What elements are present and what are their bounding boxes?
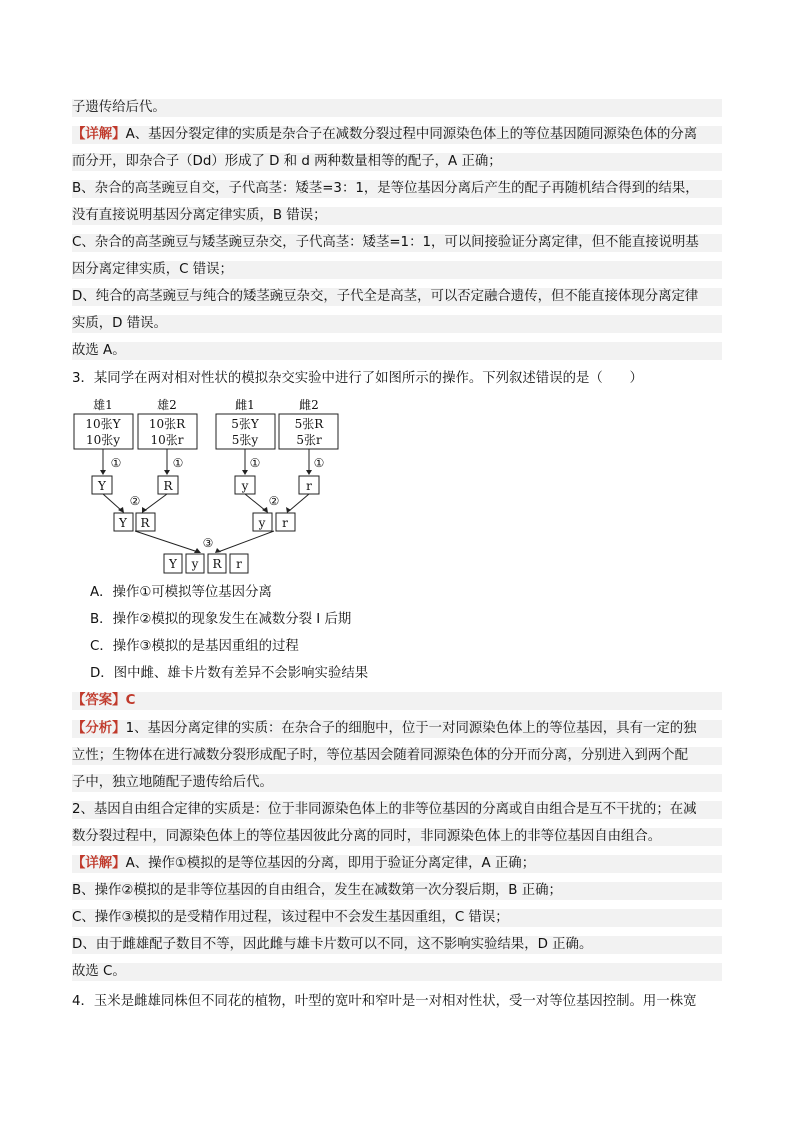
analysis-line-5: 数分裂过程中，同源染色体上的等位基因彼此分离的同时，非同源染色体上的非等位基因自由组合。: [72, 828, 722, 846]
step3-label: ③: [202, 536, 214, 550]
box-male2-label: 雄2: [157, 398, 177, 412]
box-female2-line1: 5张R: [294, 417, 324, 431]
option-c: C．操作③模拟的是基因重组的过程: [90, 639, 299, 654]
box-male1-label: 雄1: [93, 398, 113, 412]
q3-detail-line-3: C、操作③模拟的是受精作用过程，该过程中不会发生基因重组，C 错误；: [72, 909, 722, 927]
step1-label-2: ①: [172, 456, 184, 470]
box-female2-line2: 5张r: [296, 433, 322, 447]
answer-tag: 【答案】: [72, 693, 126, 708]
analysis-line-2: 立性；生物体在进行减数分裂形成配子时，等位基因会随着同源染色体的分开而分离，分别进入到两个配: [72, 747, 722, 765]
prev-d-line-1: D、纯合的高茎豌豆与纯合的矮茎豌豆杂交，子代全是高茎，可以否定融合遗传，但不能直接体现分离定律: [72, 288, 722, 306]
option-d: D．图中雌、雄卡片数有差异不会影响实验结果: [90, 666, 369, 681]
box-male1-line1: 10张Y: [85, 417, 121, 431]
answer-value: C: [125, 693, 136, 708]
answer-line: [72, 692, 722, 710]
prev-line-1: 子遗传给后代。: [72, 99, 722, 117]
q3-choose: 故选 C。: [72, 963, 722, 981]
draw-3: y: [241, 479, 249, 493]
prev-b-line-2: 没有直接说明基因分离定律实质，B 错误；: [72, 207, 722, 225]
option-b: B．操作②模拟的现象发生在减数分裂 I 后期: [90, 612, 352, 627]
draw-4: r: [306, 479, 312, 493]
prev-c-line-1: C、杂合的高茎豌豆与矮茎豌豆杂交，子代高茎：矮茎=1：1，可以间接验证分离定律，但不能直接说明基: [72, 234, 722, 252]
pair-left-b: R: [140, 516, 150, 530]
pair-right-b: r: [282, 516, 288, 530]
detail-text: A、基因分裂定律的实质是杂合子在减数分裂过程中同源染色体上的等位基因随同源染色体的分离: [125, 127, 698, 142]
analysis-line-1: [72, 720, 722, 738]
box-female1-label: 雌1: [235, 398, 255, 412]
prev-c-line-2: 因分离定律实质，C 错误；: [72, 261, 722, 279]
final-3: R: [212, 557, 222, 571]
q3-stem: 3．某同学在两对相对性状的模拟杂交实验中进行了如图所示的操作。下列叙述错误的是（ ）: [72, 371, 643, 386]
q3-detail-line-2: B、操作②模拟的是非等位基因的自由组合，发生在减数第一次分裂后期，B 正确；: [72, 882, 722, 900]
step1-label-1: ①: [110, 456, 122, 470]
step1-label-4: ①: [313, 456, 325, 470]
box-female1-line1: 5张Y: [231, 417, 259, 431]
final-1: Y: [169, 557, 177, 571]
analysis-line-3: 子中，独立地随配子遗传给后代。: [72, 774, 722, 792]
box-female1-line2: 5张y: [231, 433, 259, 447]
q4-stem: 4．玉米是雌雄同株但不同花的植物，叶型的宽叶和窄叶是一对相对性状，受一对等位基因控制。用一株宽: [72, 994, 697, 1009]
box-male1-line2: 10张y: [85, 433, 121, 447]
pair-left-a: Y: [119, 516, 127, 530]
option-a: A．操作①可模拟等位基因分离: [90, 585, 272, 600]
box-male2-line2: 10张r: [150, 433, 184, 447]
prev-b-line-1: B、杂合的高茎豌豆自交，子代高茎：矮茎=3：1，是等位基因分离后产生的配子再随机结合得到的结果，: [72, 180, 722, 198]
detail-tag: 【详解】: [72, 127, 126, 142]
final-2: y: [191, 557, 199, 571]
pair-right-a: y: [258, 516, 266, 530]
step2-label-right: ②: [268, 494, 280, 508]
analysis-tag: 【分析】: [72, 721, 126, 736]
q3-detail-line-1: [72, 855, 722, 873]
prev-choose: 故选 A。: [72, 342, 722, 360]
step1-label-3: ①: [249, 456, 261, 470]
box-male2-line1: 10张R: [148, 417, 186, 431]
draw-2: R: [163, 479, 173, 493]
prev-detail-line-2: 而分开，即杂合子（Dd）形成了 D 和 d 两种数量相等的配子，A 正确；: [72, 153, 722, 171]
box-female2-label: 雌2: [299, 398, 319, 412]
draw-1: Y: [98, 479, 106, 493]
analysis-line-4: 2、基因自由组合定律的实质是：位于非同源染色体上的非等位基因的分离或自由组合是互不干扰的；在减: [72, 801, 722, 819]
q3-figure: [70, 392, 370, 580]
final-4: r: [236, 557, 242, 571]
q3-detail-line-4: D、由于雌雄配子数目不等，因此雌与雄卡片数可以不同，这不影响实验结果，D 正确。: [72, 936, 722, 954]
step2-label-left: ②: [129, 494, 141, 508]
prev-detail-line-1: [72, 126, 722, 144]
q3-detail-text: A、操作①模拟的是等位基因的分离，即用于验证分离定律，A 正确；: [125, 856, 536, 871]
prev-d-line-2: 实质，D 错误。: [72, 315, 722, 333]
q3-detail-tag: 【详解】: [72, 856, 126, 871]
analysis-text: 1、基因分离定律的实质：在杂合子的细胞中，位于一对同源染色体上的等位基因，具有一定的独: [125, 721, 697, 736]
